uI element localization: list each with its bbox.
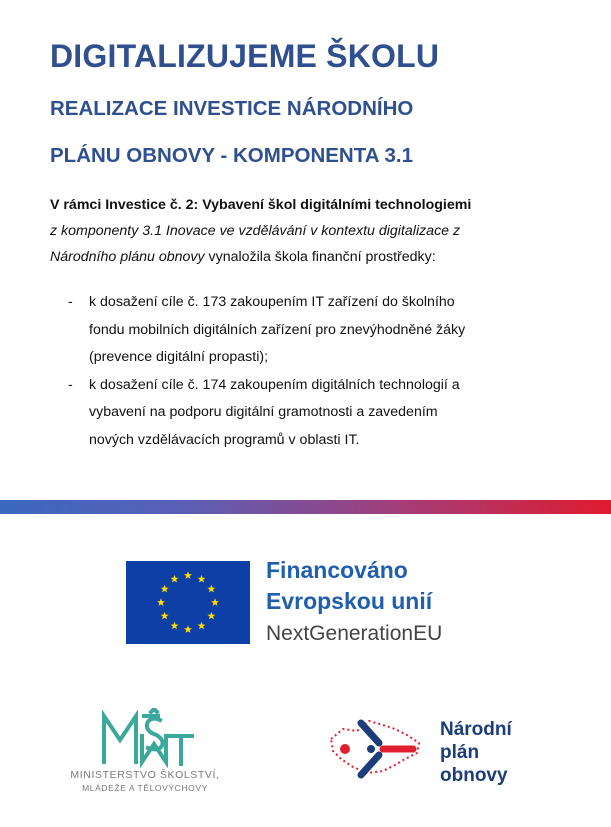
list-item-line: k dosažení cíle č. 174 zakoupením digitálních technologií a [89, 376, 460, 393]
eu-flag-logo [126, 561, 250, 644]
subtitle-line-2: PLÁNU OBNOVY - KOMPONENTA 3.1 [50, 144, 413, 167]
eu-stars-icon [126, 561, 250, 644]
msmt-name-line-1: MINISTERSTVO ŠKOLSTVÍ, [70, 769, 220, 781]
eu-star-icon [198, 622, 206, 630]
msmt-name-line-2: MLÁDEŽE A TĚLOVÝCHOVY [82, 783, 208, 793]
intro-italic-text-1: z komponenty 3.1 Inovace ve vzdělávání v kontextu digitalizace z [50, 223, 461, 239]
goals-list [68, 289, 568, 454]
npo-line-2: plán [440, 742, 480, 763]
msmt-monogram-icon [96, 708, 196, 768]
intro-rest-text: vynaložila škola finanční prostředky: [204, 249, 436, 265]
list-item-line: fondu mobilních digitálních zařízení pro znevýhodněné žáky [89, 321, 466, 338]
subtitle-line-1: REALIZACE INVESTICE NÁRODNÍHO [50, 97, 414, 120]
eu-star-icon [161, 612, 169, 620]
next-generation-eu-text: NextGenerationEU [266, 622, 443, 645]
list-item [68, 372, 568, 455]
list-item-line: (prevence digitální propasti); [89, 349, 269, 365]
eu-star-icon [184, 625, 192, 633]
intro-italic-text-2: Národního plánu obnovy [50, 249, 205, 265]
eu-star-icon [171, 575, 179, 583]
list-item-line: nových vzdělávacích programů v oblasti IT. [89, 431, 360, 448]
msmt-logo [96, 708, 196, 768]
npo-line-3: obnovy [440, 765, 508, 786]
czech-map-icon [325, 713, 425, 785]
eu-star-icon [184, 571, 192, 579]
page-title: DIGITALIZUJEME ŠKOLU [50, 38, 440, 74]
eu-star-icon [157, 598, 165, 606]
bullet-dash: - [68, 376, 73, 393]
eu-financed-line-2: Evropskou unií [266, 588, 433, 614]
eu-star-icon [207, 612, 215, 620]
intro-paragraph [50, 192, 580, 270]
eu-star-icon [207, 585, 215, 593]
eu-financed-line-1: Financováno [266, 557, 408, 583]
list-item-line: vybavení na podporu digitální gramotnosti a zavedením [89, 404, 438, 420]
gradient-divider [0, 500, 611, 514]
eu-star-icon [171, 622, 179, 630]
eu-star-icon [161, 585, 169, 593]
eu-star-icon [198, 575, 206, 583]
intro-bold-text: V rámci Investice č. 2: Vybavení škol digitálními technologiemi [50, 197, 472, 213]
bullet-dash: - [68, 294, 73, 310]
npo-line-1: Národní [440, 719, 512, 740]
list-item [68, 289, 568, 372]
npo-logo [325, 713, 425, 785]
list-item-line: k dosažení cíle č. 173 zakoupením IT zařízení do školního [89, 294, 455, 310]
eu-star-icon [211, 598, 219, 606]
